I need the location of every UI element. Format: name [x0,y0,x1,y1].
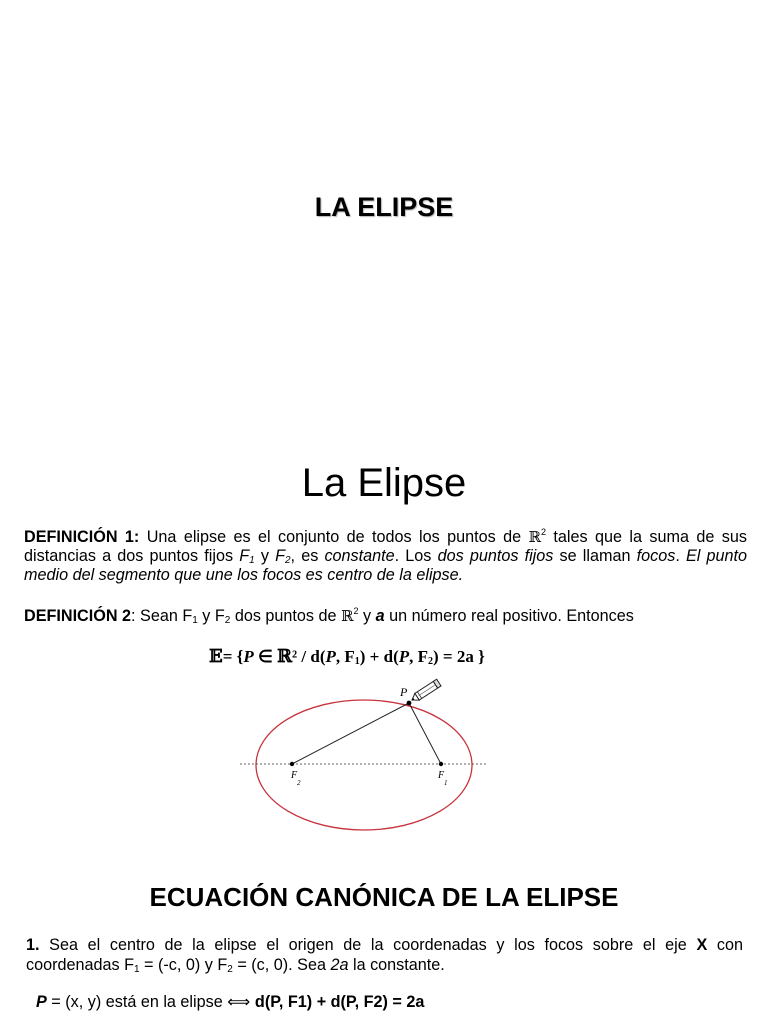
reals-exponent: 2 [541,527,547,537]
label-f1: F [438,770,445,781]
page-heading: La Elipse [301,461,467,505]
set-symbol-e: 𝔼 [209,646,223,667]
eq1-text-1: Sea el centro de la elipse el origen de la coordenadas y los focos sobre el eje [39,936,697,954]
def2-sub-1: 1 [192,615,198,626]
formula-part: ² / d( [292,647,326,666]
eq1-sub-1: 1 [134,964,140,975]
label-f2-subscript: 2 [297,779,301,787]
cover-title: LA ELIPSE [314,192,454,222]
definition-2 [24,607,747,626]
def1-text-5: . Los [394,547,438,565]
eq2-text-1: = (x, y) está en la elipse [46,993,228,1011]
formula-part: ) = 2a } [433,647,485,666]
def1-text-2: tales que la suma de sus distancias a dos puntos fijos [24,528,747,565]
iff-arrow-icon: ⟺ [227,993,251,1011]
definition-1-label: DEFINICIÓN 1: [24,528,140,546]
def2-sub-2: 2 [224,615,231,626]
reals-symbol: ℝ [528,528,541,546]
focus-f2: $F_2$ [275,547,291,566]
def1-text-7: . [675,547,686,565]
canonical-condition [36,992,424,1012]
formula-part: , F [335,647,355,666]
def2-text-4: y [358,607,376,625]
def2-text-2: y F [197,607,225,625]
def2-text-3: dos puntos de [230,607,342,625]
point-p-dot [407,701,412,706]
formula-part: ∈ [253,647,278,666]
term-constante: constante [324,547,395,565]
focus-f2-dot [290,762,294,766]
formula-sub: 2 [428,656,434,667]
definition-1 [24,528,747,585]
point-p: P [36,993,47,1011]
reals-symbol: ℝ [277,646,293,667]
def1-italic-tail: El punto medio del segmento que une los focos es centro de la elipse. [24,547,748,584]
def2-text-1: : Sean F [131,607,193,625]
formula-part: , F [409,647,429,666]
eq2-bold-equation: d(P, F1) + d(P, F2) = 2a [250,993,425,1011]
term-dos-puntos-fijos: dos puntos fijos [437,547,554,565]
step-number: 1. [26,936,40,954]
definition-2-label: DEFINICIÓN 2 [24,607,132,625]
canonical-step-1 [26,935,743,975]
eq1-sub-2: 2 [227,964,233,975]
label-f2: F [291,770,298,781]
def1-text-1: Una elipse es el conjunto de todos los puntos de [139,528,529,546]
reals-symbol: ℝ [341,607,354,625]
def1-text-3: y [254,547,276,565]
def1-text-4: , es [290,547,325,565]
formula-point-p: P [325,647,336,666]
formula-point-p: P [398,647,410,666]
ellipse-set-formula [209,646,485,667]
segment-p-f1 [409,703,441,764]
eq1-text-3: = (-c, 0) y F [139,956,228,974]
term-focos: focos [636,547,676,565]
def1-text-6: se llaman [553,547,637,565]
formula-point-p: P [243,647,254,666]
ellipse-diagram [236,676,496,836]
constant-a: a [375,607,385,625]
eq1-text-5: la constante. [348,956,445,974]
constant-2a: 2a [330,956,349,974]
pencil-icon [410,679,441,703]
section-heading: ECUACIÓN CANÓNICA DE LA ELIPSE [149,882,619,912]
label-f1-subscript: 1 [444,779,448,787]
formula-sub: 1 [354,656,360,667]
segment-p-f2 [292,703,409,764]
def2-text-5: un número real positivo. Entonces [384,607,634,625]
formula-part: ) + d( [359,647,399,666]
axis-x: X [696,936,708,954]
formula-part: = { [222,647,244,666]
focus-f1: $F_1$ [239,547,255,566]
eq1-text-2: con coordenadas F [26,936,743,974]
label-p: P [400,685,408,699]
focus-f1-dot [439,762,443,766]
reals-exponent: 2 [353,606,359,616]
eq1-text-4: = (c, 0). Sea [232,956,331,974]
